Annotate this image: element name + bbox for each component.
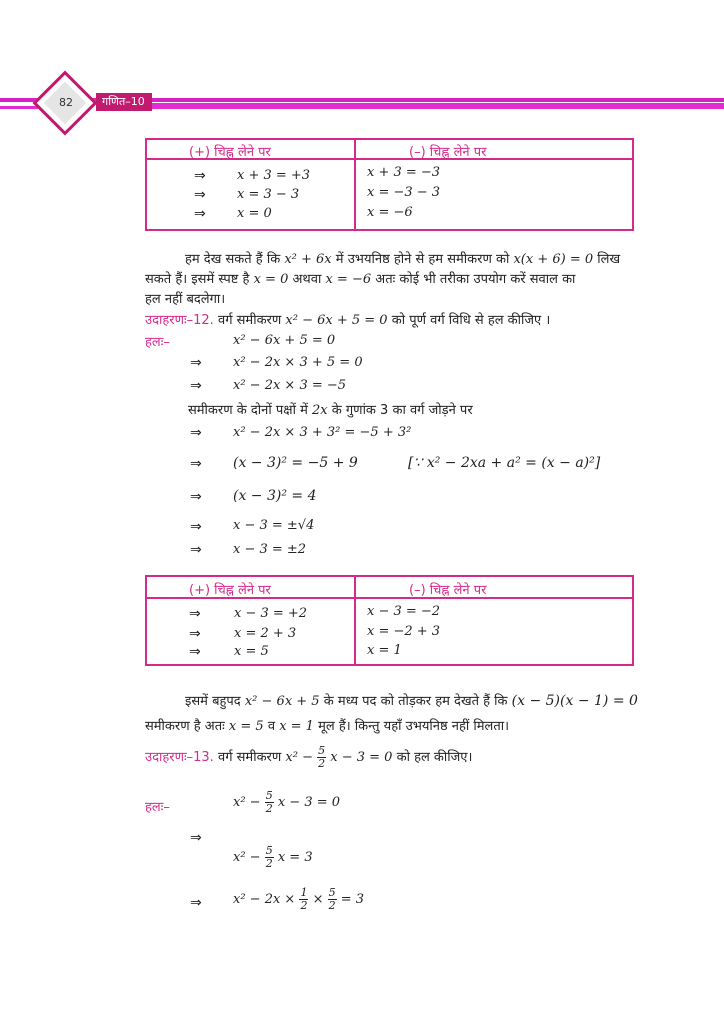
- ex12-arrow-5: ⇒: [190, 456, 202, 472]
- table2-arrow-3: ⇒: [189, 644, 201, 660]
- table2-arrow-1: ⇒: [189, 606, 201, 622]
- para1-line1: [185, 249, 620, 267]
- ex13-step-3: x² − 2x × $\frac{1}{2}$ × $\frac{5}{2}$ = 3: [233, 886, 365, 912]
- ex13-arrow-1: ⇒: [190, 830, 202, 846]
- sign-table-2: [145, 575, 634, 666]
- table2-minus-row-2: x = −2 + 3: [367, 624, 441, 639]
- table2-arrow-2: ⇒: [189, 626, 201, 642]
- ex12-step-8: x − 3 = ±2: [233, 542, 307, 557]
- para2-line1: [185, 691, 638, 709]
- para1-text-c: लिख: [597, 252, 621, 267]
- table1-col-plus: (+) चिह्न लेने पर: [189, 145, 271, 160]
- ex12-arrow-8: ⇒: [190, 542, 202, 558]
- table1-col-minus: (–) चिह्न लेने पर: [409, 145, 487, 160]
- ex12-note: [188, 400, 473, 418]
- table1-arrow-3: ⇒: [194, 206, 206, 222]
- example12-label: उदाहरणः–12.: [145, 313, 214, 328]
- table1-arrow-1: ⇒: [194, 168, 206, 184]
- ex12-note-expr: 2x: [311, 403, 328, 418]
- example12-solution-label: हलः–: [145, 335, 170, 350]
- para1-text-a: हम देख सकते हैं कि: [185, 252, 281, 267]
- ex12-step-1: x² − 6x + 5 = 0: [233, 333, 336, 348]
- subject-label: गणित–10: [96, 93, 152, 111]
- ex12-step-5: (x − 3)² = −5 + 9: [233, 455, 358, 471]
- ex13-step-1: x² − $\frac{5}{2}$ x − 3 = 0: [233, 789, 341, 815]
- example13-frac: $\frac{5}{2}$: [318, 744, 326, 770]
- table1-plus-row-3: x = 0: [237, 206, 272, 221]
- ex13-step-2: x² − $\frac{5}{2}$ x = 3: [233, 844, 313, 870]
- ex12-note-b: के गुणांक 3 का वर्ग जोड़ने पर: [331, 403, 473, 418]
- ex12-step-3: x² − 2x × 3 = −5: [233, 378, 347, 393]
- ex12-arrow-2: ⇒: [190, 355, 202, 371]
- para1-text-e: अथवा: [292, 272, 322, 287]
- example13-text-a: वर्ग समीकरण: [217, 750, 282, 765]
- para1-expr-2: x(x + 6) = 0: [513, 252, 594, 267]
- table2-plus-row-2: x = 2 + 3: [234, 626, 297, 641]
- table1-minus-row-3: x = −6: [367, 205, 413, 220]
- para2-text-b: के मध्य पद को तोड़कर हम देखते हैं कि: [323, 694, 508, 709]
- para2-expr-4: x = 1: [279, 719, 314, 734]
- table1-plus-row-2: x = 3 − 3: [237, 187, 300, 202]
- example12-heading: [145, 310, 550, 328]
- page-number: 82: [59, 96, 73, 109]
- table2-col-minus: (–) चिह्न लेने पर: [409, 583, 487, 598]
- ex12-step-4: x² − 2x × 3 + 3² = −5 + 3²: [233, 425, 412, 440]
- example13-expr: x² − $\frac{5}{2}$ x − 3 = 0: [285, 744, 393, 770]
- example13-label: उदाहरणः–13.: [145, 750, 214, 765]
- ex12-arrow-4: ⇒: [190, 425, 202, 441]
- example13-text-b: को हल कीजिए।: [396, 750, 473, 765]
- table2-minus-row-1: x − 3 = −2: [367, 604, 441, 619]
- para1-text-f: अतः कोई भी तरीका उपयोग करें सवाल का: [375, 272, 576, 287]
- para2-text-d: व: [267, 719, 276, 734]
- para2-expr-1: x² − 6x + 5: [244, 694, 320, 709]
- table2-plus-row-1: x − 3 = +2: [234, 606, 308, 621]
- ex12-step-2: x² − 2x × 3 + 5 = 0: [233, 355, 363, 370]
- ex12-step-7: x − 3 = ±√4: [233, 518, 315, 533]
- ex12-arrow-7: ⇒: [190, 519, 202, 535]
- ex12-arrow-6: ⇒: [190, 489, 202, 505]
- para2-line2: [145, 716, 509, 734]
- table2-col-plus: (+) चिह्न लेने पर: [189, 583, 271, 598]
- ex12-step-6: (x − 3)² = 4: [233, 488, 317, 504]
- example12-expr: x² − 6x + 5 = 0: [285, 313, 388, 328]
- para1-expr-4: x = −6: [325, 272, 372, 287]
- header-bar-bottom: [150, 103, 724, 109]
- para2-text-c: समीकरण है अतः: [145, 719, 225, 734]
- table2-minus-row-3: x = 1: [367, 643, 402, 658]
- example12-text-b: को पूर्ण वर्ग विधि से हल कीजिए ।: [391, 313, 551, 328]
- table2-plus-row-3: x = 5: [234, 644, 269, 659]
- para2-text-a: इसमें बहुपद: [185, 694, 241, 709]
- example13-heading: [145, 745, 472, 770]
- para1-line2: [145, 269, 575, 287]
- ex12-arrow-3: ⇒: [190, 378, 202, 394]
- example12-text-a: वर्ग समीकरण: [217, 313, 282, 328]
- para1-expr-1: x² + 6x: [284, 252, 332, 267]
- example13-solution-label: हलः–: [145, 800, 170, 815]
- para2-expr-3: x = 5: [228, 719, 264, 734]
- para1-text-b: में उभयनिष्ठ होने से हम समीकरण को: [335, 252, 510, 267]
- table1-minus-row-2: x = −3 − 3: [367, 185, 441, 200]
- table1-arrow-2: ⇒: [194, 187, 206, 203]
- sign-table-1: [145, 138, 634, 231]
- para2-text-e: मूल हैं। किन्तु यहाँ उभयनिष्ठ नहीं मिलता।: [318, 719, 510, 734]
- para1-text-d: सकते हैं। इसमें स्पष्ट है: [145, 272, 250, 287]
- para2-expr-2: (x − 5)(x − 1) = 0: [511, 693, 638, 709]
- ex12-identity: [∵ x² − 2xa + a² = (x − a)²]: [408, 455, 601, 471]
- table1-plus-row-1: x + 3 = +3: [237, 168, 311, 183]
- para1-line3: हल नहीं बदलेगा।: [145, 292, 226, 307]
- table1-minus-row-1: x + 3 = −3: [367, 165, 441, 180]
- para1-expr-3: x = 0: [253, 272, 289, 287]
- ex12-note-a: समीकरण के दोनों पक्षों में: [188, 403, 308, 418]
- ex13-arrow-2: ⇒: [190, 895, 202, 911]
